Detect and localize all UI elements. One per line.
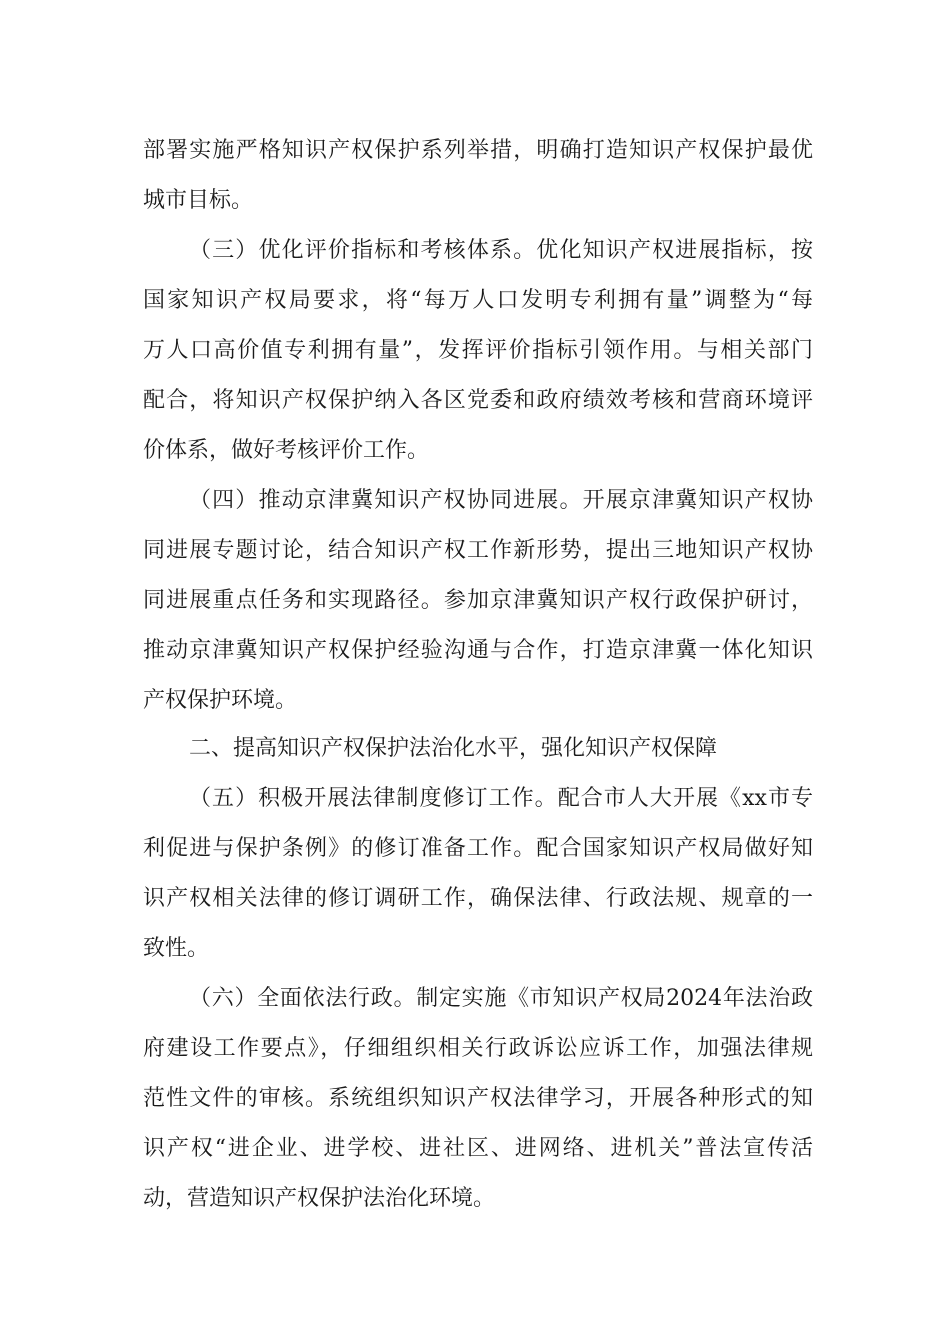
- text-line: 万人口高价值专利拥有量”，发挥评价指标引领作用。与相关部门: [143, 338, 813, 363]
- text-line: （三）优化评价指标和考核体系。优化知识产权进展指标，按: [189, 238, 813, 263]
- text-line: 识产权相关法律的修订调研工作，确保法律、行政法规、规章的一: [143, 886, 813, 911]
- text-line: 同进展专题讨论，结合知识产权工作新形势，提出三地知识产权协: [143, 538, 813, 563]
- text-line: 识产权“进企业、进学校、进社区、进网络、进机关”普法宣传活: [143, 1136, 813, 1161]
- text-line: 国家知识产权局要求，将“每万人口发明专利拥有量”调整为“每: [143, 288, 813, 313]
- text-line: （六）全面依法行政。制定实施《市知识产权局2024年法治政: [189, 986, 813, 1011]
- text-line: 价体系，做好考核评价工作。: [143, 438, 430, 463]
- text-line: （五）积极开展法律制度修订工作。配合市人大开展《xx市专: [189, 786, 813, 811]
- text-line: （四）推动京津冀知识产权协同进展。开展京津冀知识产权协: [189, 488, 813, 513]
- text-line: 动，营造知识产权保护法治化环境。: [143, 1186, 496, 1211]
- text-line: 利促进与保护条例》的修订准备工作。配合国家知识产权局做好知: [143, 836, 813, 861]
- text-line: 范性文件的审核。系统组织知识产权法律学习，开展各种形式的知: [143, 1086, 813, 1111]
- text-line: 致性。: [143, 936, 210, 961]
- text-line: 部署实施严格知识产权保护系列举措，明确打造知识产权保护最优: [143, 138, 813, 163]
- text-line: 城市目标。: [143, 188, 254, 213]
- text-line: 配合，将知识产权保护纳入各区党委和政府绩效考核和营商环境评: [143, 388, 813, 413]
- text-line: 同进展重点任务和实现路径。参加京津冀知识产权行政保护研讨，: [143, 588, 813, 613]
- text-line: 推动京津冀知识产权保护经验沟通与合作，打造京津冀一体化知识: [143, 638, 813, 663]
- text-line: 府建设工作要点》，仔细组织相关行政诉讼应诉工作，加强法律规: [143, 1036, 813, 1061]
- section-heading: 二、提高知识产权保护法治化水平，强化知识产权保障: [189, 736, 718, 761]
- text-line: 产权保护环境。: [143, 688, 298, 713]
